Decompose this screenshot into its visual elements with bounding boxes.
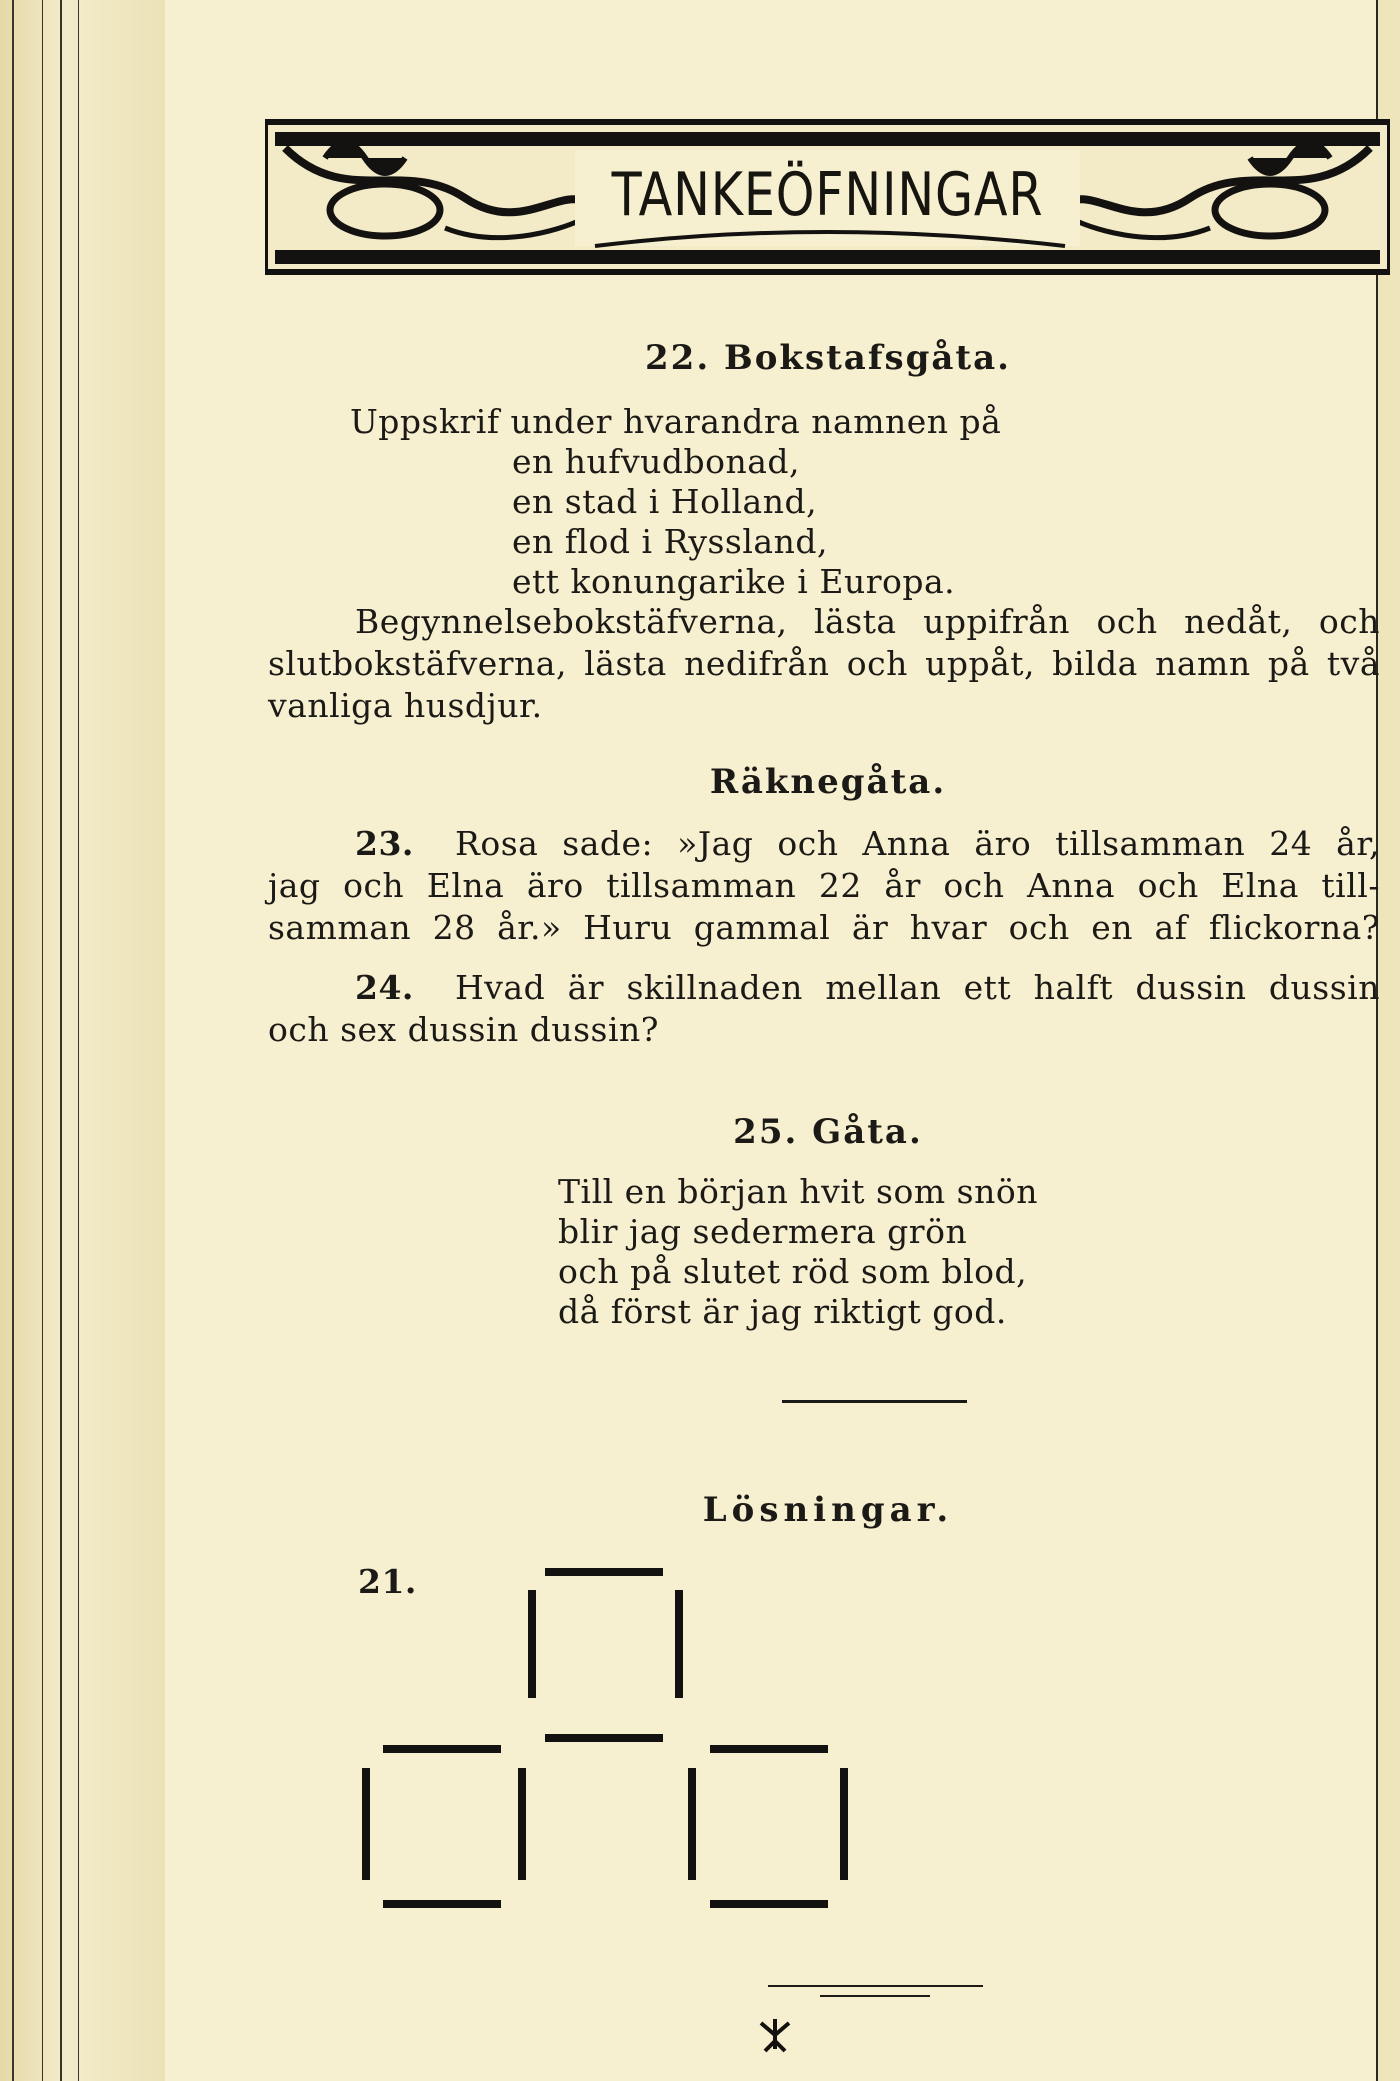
- puzzle-25-verse-line: Till en början hvit som snön: [558, 1172, 1038, 1211]
- solutions-heading: Lösningar.: [702, 1490, 954, 1530]
- puzzle-25-verse-line: blir jag sedermera grön: [558, 1212, 968, 1251]
- footer-rule: [820, 1995, 930, 1997]
- book-spine-edge: [0, 0, 166, 2081]
- puzzle-23-line: samman 28 år.» Huru gammal är hvar och en af flickorna?: [268, 908, 1380, 947]
- puzzle-23-line: jag och Elna äro tillsamman 22 år och Anna och Elna till-: [268, 866, 1380, 905]
- puzzle-25-verse-line: då först är jag riktigt god.: [558, 1292, 1007, 1331]
- header-title: TANKEÖFNINGAR: [611, 160, 1044, 230]
- section-divider: [782, 1400, 967, 1403]
- matchstick: [528, 1590, 536, 1698]
- math-riddle-heading: Räknegåta.: [709, 762, 947, 802]
- puzzle-22-body-line: Begynnelsebokstäfverna, lästa uppifrån och nedåt, och: [355, 602, 1380, 641]
- matchstick: [362, 1768, 370, 1880]
- puzzle-25-verse-line: och på slutet röd som blod,: [558, 1252, 1028, 1291]
- puzzle-22-body-line: slutbokstäfverna, lästa nedifrån och uppåt, bilda namn på två: [268, 644, 1380, 683]
- header-banner: [265, 118, 1390, 278]
- matchstick: [383, 1745, 501, 1753]
- matchstick: [545, 1734, 663, 1742]
- puzzle-22-item: ett konungarike i Europa.: [512, 562, 956, 601]
- puzzle-25-heading: 25. Gåta.: [733, 1112, 923, 1152]
- matchstick: [710, 1900, 828, 1908]
- matchstick: [383, 1900, 501, 1908]
- puzzle-24-line: Hvad är skillnaden mellan ett halft dussin dussin: [455, 968, 1380, 1007]
- matchstick: [710, 1745, 828, 1753]
- puzzle-22-item: en stad i Holland,: [512, 482, 818, 521]
- matchstick: [840, 1768, 848, 1880]
- puzzle-22-item: en flod i Ryssland,: [512, 522, 828, 561]
- floral-tailpiece-icon: [0, 2015, 1400, 2063]
- puzzle-22-intro: Uppskrif under hvarandra namnen på: [350, 402, 1002, 441]
- matchstick: [675, 1590, 683, 1698]
- matchstick: [518, 1768, 526, 1880]
- footer-rule: [768, 1985, 983, 1987]
- puzzle-23-line: Rosa sade: »Jag och Anna äro tillsamman 24 år,: [455, 824, 1380, 863]
- puzzle-24-number: 24.: [355, 968, 414, 1007]
- puzzle-22-body-line: vanliga husdjur.: [268, 686, 543, 725]
- solution-21-number: 21.: [358, 1562, 417, 1601]
- adjacent-page-edge: [1376, 0, 1400, 2081]
- matchstick: [688, 1768, 696, 1880]
- puzzle-22-heading: 22. Bokstafsgåta.: [645, 338, 1011, 378]
- matchstick: [545, 1568, 663, 1576]
- puzzle-23-number: 23.: [355, 824, 414, 863]
- puzzle-22-item: en hufvudbonad,: [512, 442, 801, 481]
- puzzle-24-line: och sex dussin dussin?: [268, 1010, 659, 1049]
